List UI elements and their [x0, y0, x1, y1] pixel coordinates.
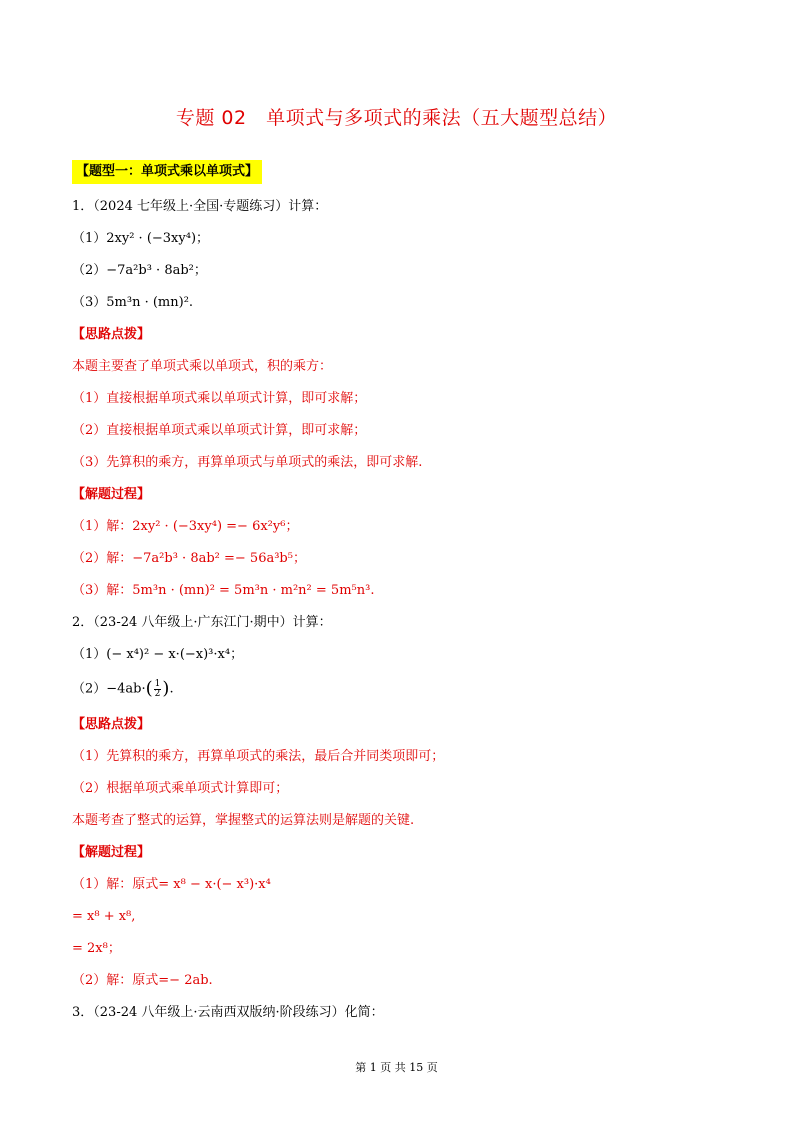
q2-hint-3: 本题考查了整式的运算，掌握整式的运算法则是解题的关键. [72, 813, 415, 828]
q1-part3: （3）5m³n · (mn)². [72, 295, 194, 310]
q1-solution-3: （3）解：5m³n · (mn)² = 5m³n · m²n² = 5m⁵n³. [72, 583, 375, 598]
q1-solution-1: （1）解：2xy² · (−3xy⁴) =− 6x²y⁶； [72, 519, 299, 534]
page-title: 专题 02 单项式与多项式的乘法（五大题型总结） [175, 107, 618, 129]
q2-fraction-denominator: 2 [154, 688, 161, 699]
q2-hint-2: （2）根据单项式乘单项式计算即可； [72, 781, 289, 796]
q2-hint-1: （1）先算积的乘方，再算单项式的乘法，最后合并同类项即可； [72, 749, 445, 764]
q1-part2: （2）−7a²b³ · 8ab²； [72, 263, 207, 278]
q2-part2-suffix: . [169, 681, 174, 697]
q1-hint-1: （1）直接根据单项式乘以单项式计算，即可求解； [72, 391, 367, 406]
q2-fraction-numerator: 1 [154, 678, 161, 689]
q1-stem: 1．（2024 七年级上·全国·专题练习）计算： [72, 199, 328, 214]
q2-part2-prefix: （2）−4ab· [72, 681, 146, 697]
page-footer: 第 1 页 共 15 页 [355, 1061, 438, 1074]
q1-hint-2: （2）直接根据单项式乘以单项式计算，即可求解； [72, 423, 367, 438]
q1-part1: （1）2xy² · (−3xy⁴)； [72, 231, 210, 246]
q2-solution-heading: 【解题过程】 [72, 845, 151, 860]
q2-fraction [154, 680, 162, 699]
q2-solution-2: = x⁸ + x⁸, [72, 909, 136, 924]
q1-solution-2: （2）解：−7a²b³ · 8ab² =− 56a³b⁵； [72, 551, 306, 566]
q2-stem: 2．（23-24 八年级上·广东江门·期中）计算： [72, 615, 332, 630]
section-label: 【题型一：单项式乘以单项式】 [72, 160, 262, 184]
q3-stem: 3．（23-24 八年级上·云南西双版纳·阶段练习）化简： [72, 1005, 384, 1020]
q1-hint-3: （3）先算积的乘方，再算单项式与单项式的乘法，即可求解. [72, 455, 423, 470]
q2-part2: （2）−4ab·( $\frac{1}{2}$ ). [72, 678, 174, 699]
q2-hint-heading: 【思路点拨】 [72, 717, 151, 732]
q2-part1: （1）(− x⁴)² − x·(−x)³·x⁴； [72, 647, 244, 662]
q2-solution-4: （2）解：原式=− 2ab. [72, 973, 213, 988]
q1-hint-intro: 本题主要查了单项式乘以单项式，积的乘方： [72, 359, 333, 374]
q1-hint-heading: 【思路点拨】 [72, 327, 151, 342]
q1-solution-heading: 【解题过程】 [72, 487, 151, 502]
q2-solution-3: = 2x⁸； [72, 941, 121, 956]
q2-solution-1: （1）解：原式= x⁸ − x·(− x³)·x⁴ [72, 877, 271, 892]
